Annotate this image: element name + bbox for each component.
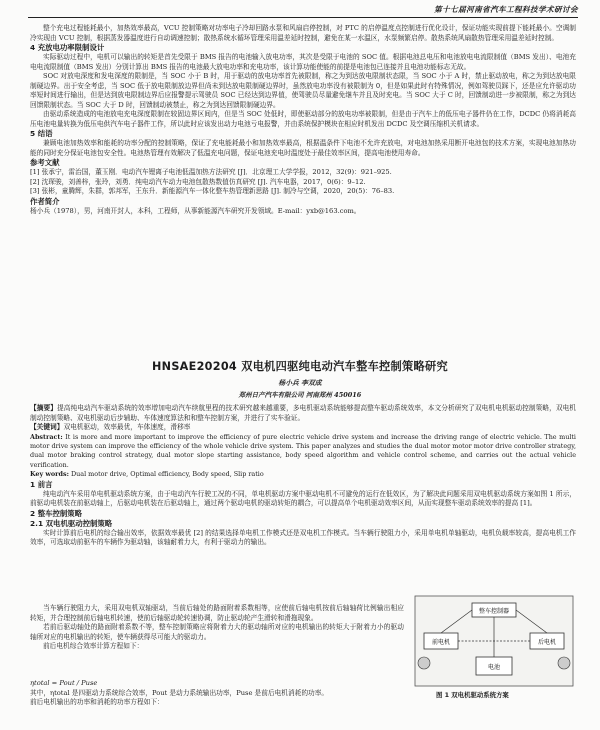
reference-item: [2] 沈琛骏，刘善梓，张玲，刘勇．纯电动汽车动力电池包散热数值仿真研究 [J]. 汽车电器，2017，0(6)：9–12. (30, 177, 366, 186)
keywords-cn-text: 双电机驱动，效率最优，车体速度，滑移率 (63, 423, 191, 431)
abstract-en (30, 433, 576, 471)
section2-1-paragraph-1: 实时计算前后电机的综合输出效率，依据效率最优 [2] 的结果选择单电机工作模式还是双电机工作模式。当车辆行驶阻力小，采用单电机单轴驱动，电机负载率较高，提高电机工作效率，可选取动前驱车的车辆作为驱动轴，该轴耐着力大，有利于驱动力的输出。 (30, 528, 576, 547)
rear-motor-label: 后电机 (537, 639, 557, 646)
section4-paragraph-2: SOC 对放电深度和发电深度的限制是，当 SOC 小于 B 时，用于驱动的放电功率首先被限制，称之为到达放电限制状态限，当 SOC 小于 A 时，禁止驱动放电，称之为到达放电限制硬边界。出于安全考虑，当 SOC 低于放电限制放边界但尚未到达放电限制硬边界时，虽然放电功率没有被限制为 0，但是如果此时有特殊情况，例如驾驶员踩下，还是应允许驱动功率短时间进行输出，但是达到放电限制边界后应报警提示驾驶员 SOC 已经达到边界值，使驾驶员尽量避免继车并且及时充电。当 SOC 大于 C 时，回馈制动进一步被限制，称之为到达回馈限制状态。当 SOC 大于 D 时，回馈制动被禁止，称之为到达回馈限制硬边界。 (30, 72, 576, 109)
intro-paragraph: 整个充电过程能耗最小，加热效率最高，VCU 控制策略对功率电子冷却回路水泵和风扇启停控制，对 PTC 的启停温度点控制进行优化设计，保证功能实现前提下能耗最小。空调制冷实现由 VCU 控制，根据蒸发器温度进行自动调速控制；散热系统水循环管理采用温差延时控制，避免在某一水温区，水泵频繁启停。散热系统风扇散热管理采用温差延时控制。 (30, 24, 576, 42)
section2-1-paragraph-4: 前后电机综合效率计算方程如下： (43, 642, 144, 650)
section1-paragraph: 纯电动汽车采用单电机驱动系统方案，由于电动汽车行驶工况的不同，单电机驱动方案中驱动电机不可避免的运行在低效区，为了解决此问题采用双电机驱动系统方案如图 1 所示，前驱动电机装在前驱动轴上，后驱动电机装在后驱动轴上，通过两个驱动电机的驱动转矩的耦合，可以提高单个电机驱动效率区间，从而实现整车驱动系统效率的提高 [1]。 (30, 489, 576, 508)
keywords-en-label: Key words: (30, 470, 69, 479)
paper-affiliation: 郑州日产汽车有限公司 河南郑州 450016 (238, 391, 362, 399)
formula-explanation: 其中，ηtotal 是四驱动力系统综合效率，Pout 是动力系统输出功率，Puse 是前后电机消耗的功率。 (30, 688, 329, 697)
section1-heading: 1 前言 (30, 479, 53, 489)
section5-paragraph: 兼顾电池加热效率和能耗的功率分配的控制策略，保证了充电能耗最小和加热效率最高，根据温条件下电池不允许充放电，对电池加热采用断开电池包的技术方案，实现电池加热功能的同时充分保证电池包安全性。电池热管理有效解决了低温充电问题，保证电池充电时温度处于最佳效率区间，提高电池使用寿命。 (30, 139, 576, 157)
battery-label: 电池 (487, 664, 501, 671)
section2-heading: 2 整车控制策略 (30, 508, 83, 518)
efficiency-formula: ηtotal = Pout / Puse (30, 679, 98, 687)
section2-1-paragraph-3: 若前后驱动轴处的路面附着系数不等，整车控制策略应将附着力大的驱动轴所对应的电机输出的转矩大于附着力小的驱动轴所对应的电机输出的转矩，使车辆获得尽可能大的驱动力。 (30, 623, 404, 641)
keywords-label: 【关键词】 (30, 423, 64, 431)
abstract-block (30, 404, 576, 548)
section2-1-heading: 2.1 双电机驱动控制策略 (30, 518, 113, 528)
keywords-en (30, 470, 576, 479)
front-wheel (418, 657, 430, 669)
drive-system-diagram (414, 595, 574, 687)
figure-caption: 图 1 双电机驱动系统方案 (436, 691, 509, 699)
rear-wheel (558, 657, 570, 669)
reference-item: [1] 张承宁，雷治国，董玉刚．电动汽车锂离子电池低温加热方法研究 [J]．北京理工大学学报，2012，32(9)：921–925. (30, 168, 392, 176)
abstract-cn-text: 提高纯电动汽车驱动系统的效率增加电动汽车续航里程的技术研究越来越重要，多电机驱动系统能够提高整车驱动系统效率，本文分析研究了双电机电机驱动控制策略，双电机制动控制策略、双电机驱动后步辅助、车体速度算法和和整车控制方案，并进行了实车验证。 (30, 404, 576, 422)
left-column-text (30, 604, 404, 652)
keywords-cn (30, 423, 576, 433)
vcu-label: 整车控制器 (478, 608, 510, 615)
section4-paragraph-1: 实际驱动过程中，电机可以输出的转矩是首先受限于 BMS 报告的电池输入放电功率，其次是受限于电池的 SOC 值。根据电池总电压和电池放电电流限制值（BMS 发出）、电池充电电流限制值（BMS 发出）分别计算出 BMS 报告的电池最大放电功率和充电功率，该计算功能使能的前提是电池包已连接并且电池功能标志无故。 (30, 53, 576, 71)
abstract-cn (30, 404, 576, 423)
figure-1 (414, 595, 574, 687)
header-rule (28, 17, 578, 18)
keywords-en-text: Dual motor drive, Optimal efficiency, Body speed, Slip ratio (71, 470, 264, 479)
reference-item: [3] 张彬，童腾辉，朱群，郭邦军，王东升．新能源汽车一体化整车热管理新思路 [J]. 制冷与空调，2020，20(5)：76–83. (30, 187, 395, 195)
author-intro-text: 杨小兵（1978），男，河南开封人，本科，工程师，从事新能源汽车研究开发领域。E-mail：yxb@163.com。 (30, 206, 361, 215)
formula-block (30, 679, 420, 708)
section2-1-paragraph-5: 前后电机输出的功率和消耗的功率方程如下： (30, 698, 164, 706)
references-heading: 参考文献 (30, 158, 60, 167)
section2-1-paragraph-2: 当车辆行驶阻力大，采用双电机双轴驱动，当前后轴处的路面附着系数相等，应使前后轴电机按前后轴轴荷比例输出相应转矩，并合理控制前后轴电机转速，使前后轴驱动轮转速协调，防止驱动轮产生滑转和滑拖现象。 (30, 604, 404, 622)
paper-authors: 杨小兵 李双成 (278, 379, 322, 387)
running-header: 第十七届河南省汽车工程科技学术研讨会 (434, 5, 578, 14)
section4-heading: 4 充放电功率限制设计 (30, 43, 105, 52)
section4-paragraph-3: 由驱动系统造成的电池放电充电深度限制在较固边界区间内，但是当 SOC 处低时，即使驱动部分的放电功率被限制，但是由于汽车上的低压电子器件仍在工作，DCDC 仍将消耗高压电池电量转换为低压电供汽车电子器件工作，所以此时应该发出动力电池亏电报警，并由系统保护模块在相应时机发出 DCDC 及空调压缩机关机请求。 (30, 110, 576, 128)
abstract-en-text: It is more and more important to improve the efficiency of pure electric vehicle drive system and increase the driving range of electric vehicle. The multi motor drive system can improve the efficiency of the whole vehicle drive system. This paper analyzes and studies the dual motor motor motor drive controller strategy, dual motor braking control strategy, dual motor slope starting assistance, body speed algorithm and vehicle control scheme, and carries out the actual vehicle verification. (30, 432, 576, 469)
section5-heading: 5 结语 (30, 129, 53, 138)
abstract-en-label: Abstract: (30, 432, 63, 441)
abstract-label: 【摘要】 (30, 404, 57, 412)
paper-title: HNSAE20204 双电机四驱纯电动汽车整车控制策略研究 (152, 360, 448, 373)
front-motor-label: 前电机 (431, 639, 451, 646)
page-top-text (30, 24, 576, 216)
author-intro-heading: 作者简介 (30, 196, 60, 206)
